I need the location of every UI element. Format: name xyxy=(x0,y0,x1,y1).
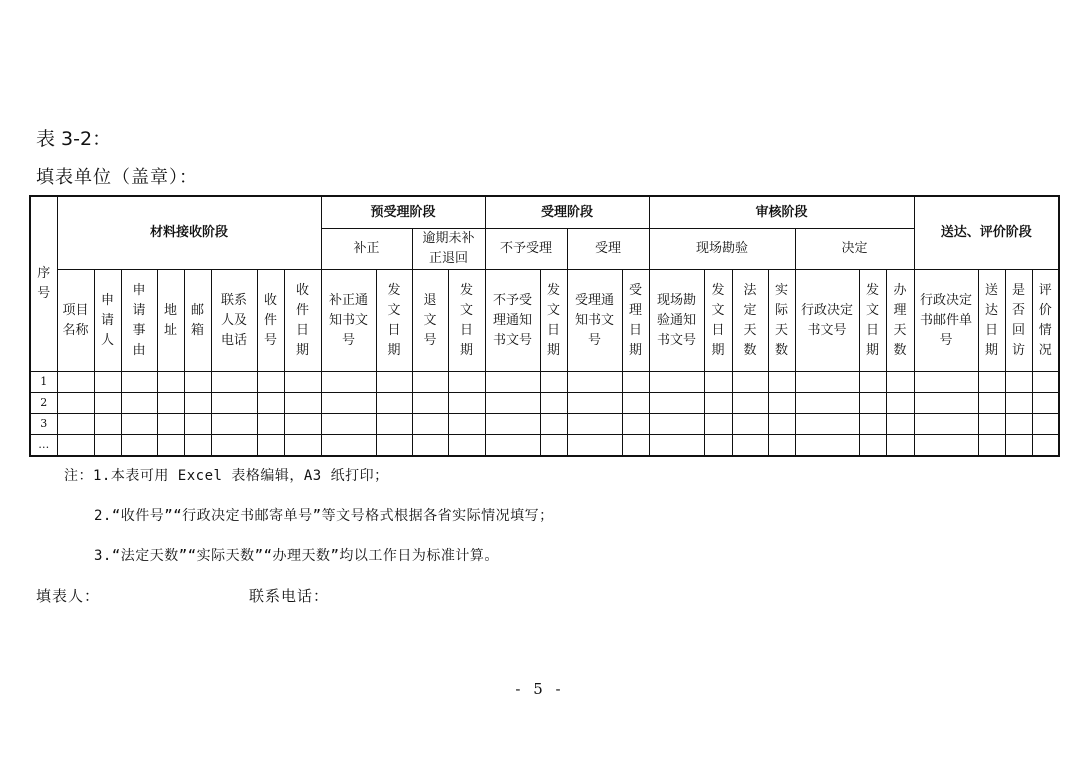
table-cell xyxy=(886,372,914,393)
row-number: 2 xyxy=(30,393,57,414)
table-cell xyxy=(121,435,157,457)
table-cell xyxy=(540,393,567,414)
row-number: 1 xyxy=(30,372,57,393)
table-cell xyxy=(649,414,704,435)
table-cell xyxy=(859,414,886,435)
table-cell xyxy=(184,435,211,457)
col-project-name: 项目名称 xyxy=(57,270,94,372)
table-cell xyxy=(57,393,94,414)
table-cell xyxy=(732,414,768,435)
table-cell xyxy=(978,435,1005,457)
table-cell xyxy=(732,372,768,393)
row-number: … xyxy=(30,435,57,457)
table-cell xyxy=(704,435,732,457)
col-return-doc-no: 退文号 xyxy=(412,270,448,372)
filler-label: 填表人： xyxy=(36,587,101,605)
table-cell xyxy=(768,372,795,393)
col-return-issue-date: 发文日期 xyxy=(448,270,485,372)
col-email: 邮箱 xyxy=(184,270,211,372)
seq-header: 序号 xyxy=(30,196,57,372)
table-cell xyxy=(284,393,321,414)
table-cell xyxy=(448,393,485,414)
table-cell xyxy=(649,393,704,414)
table-cell xyxy=(567,393,622,414)
col-correction-issue-date: 发文日期 xyxy=(376,270,412,372)
table-cell xyxy=(622,435,649,457)
row-number: 3 xyxy=(30,414,57,435)
stage-review: 审核阶段 xyxy=(649,196,914,229)
col-acceptance-date: 受理日期 xyxy=(622,270,649,372)
table-cell xyxy=(57,372,94,393)
table-cell xyxy=(914,393,978,414)
table-cell xyxy=(121,414,157,435)
table-cell xyxy=(412,435,448,457)
table-cell xyxy=(768,435,795,457)
table-cell xyxy=(768,393,795,414)
table-cell xyxy=(649,372,704,393)
table-cell xyxy=(157,435,184,457)
table-cell xyxy=(1032,414,1059,435)
table-cell xyxy=(1005,435,1032,457)
col-rejection-notice-no: 不予受理通知书文号 xyxy=(485,270,540,372)
table-cell xyxy=(321,435,376,457)
table-cell xyxy=(795,414,859,435)
table-cell xyxy=(157,414,184,435)
table-cell xyxy=(567,435,622,457)
table-cell xyxy=(376,372,412,393)
table-cell xyxy=(321,393,376,414)
table-cell xyxy=(622,372,649,393)
table-cell xyxy=(567,414,622,435)
substage-site-survey: 现场勘验 xyxy=(649,229,795,270)
table-cell xyxy=(704,414,732,435)
stage-acceptance: 受理阶段 xyxy=(485,196,649,229)
table-cell xyxy=(540,414,567,435)
substage-overdue-return: 逾期未补正退回 xyxy=(412,229,485,270)
table-title: 表 3-2： xyxy=(36,128,112,150)
table-cell xyxy=(321,372,376,393)
col-receipt-number: 收件号 xyxy=(257,270,284,372)
table-cell xyxy=(649,435,704,457)
stage-pre-acceptance: 预受理阶段 xyxy=(321,196,485,229)
table-cell xyxy=(448,372,485,393)
table-cell xyxy=(1032,393,1059,414)
table-cell xyxy=(859,435,886,457)
stage-delivery-evaluation: 送达、评价阶段 xyxy=(914,196,1059,270)
table-cell xyxy=(94,393,121,414)
table-cell xyxy=(567,372,622,393)
table-cell xyxy=(1032,435,1059,457)
note-line-1: 注：1.本表可用 Excel 表格编辑，A3 纸打印； xyxy=(64,468,389,484)
table-cell xyxy=(257,435,284,457)
table-cell xyxy=(412,393,448,414)
table-cell xyxy=(211,435,257,457)
table-cell xyxy=(485,435,540,457)
table-cell xyxy=(795,372,859,393)
col-survey-notice-no: 现场勘验通知书文号 xyxy=(649,270,704,372)
table-cell xyxy=(284,372,321,393)
col-application-reason: 申请事由 xyxy=(121,270,157,372)
stage-record-table xyxy=(29,195,1060,457)
table-cell xyxy=(157,393,184,414)
table-cell xyxy=(376,393,412,414)
table-cell xyxy=(704,393,732,414)
table-cell xyxy=(795,435,859,457)
table-row xyxy=(30,393,1059,414)
table-cell xyxy=(978,393,1005,414)
table-cell xyxy=(412,372,448,393)
page-number: - 5 - xyxy=(515,680,565,698)
table-cell xyxy=(94,372,121,393)
col-address: 地址 xyxy=(157,270,184,372)
table-cell xyxy=(978,372,1005,393)
table-cell xyxy=(211,393,257,414)
note-line-3: 3.“法定天数”“实际天数”“办理天数”均以工作日为标准计算。 xyxy=(94,548,499,564)
table-cell xyxy=(121,393,157,414)
table-cell xyxy=(540,372,567,393)
col-correction-notice-no: 补正通知书文号 xyxy=(321,270,376,372)
table-cell xyxy=(376,435,412,457)
table-cell xyxy=(376,414,412,435)
col-decision-issue-date: 发文日期 xyxy=(859,270,886,372)
col-decision-doc-no: 行政决定书文号 xyxy=(795,270,859,372)
col-receipt-date: 收件日期 xyxy=(284,270,321,372)
table-row xyxy=(30,435,1059,457)
table-cell xyxy=(321,414,376,435)
table-cell xyxy=(704,372,732,393)
table-cell xyxy=(94,435,121,457)
substage-not-accepted: 不予受理 xyxy=(485,229,567,270)
substage-accepted: 受理 xyxy=(567,229,649,270)
table-cell xyxy=(121,372,157,393)
table-row xyxy=(30,414,1059,435)
table-cell xyxy=(622,414,649,435)
table-cell xyxy=(485,372,540,393)
col-contact-phone: 联系人及电话 xyxy=(211,270,257,372)
table-cell xyxy=(1005,414,1032,435)
table-cell xyxy=(412,414,448,435)
substage-decision: 决定 xyxy=(795,229,914,270)
note-line-2: 2.“收件号”“行政决定书邮寄单号”等文号格式根据各省实际情况填写； xyxy=(94,508,554,524)
col-acceptance-notice-no: 受理通知书文号 xyxy=(567,270,622,372)
fill-unit-label: 填表单位（盖章）： xyxy=(36,167,198,188)
table-cell xyxy=(448,435,485,457)
table-cell xyxy=(1005,393,1032,414)
substage-correction: 补正 xyxy=(321,229,412,270)
table-cell xyxy=(1005,372,1032,393)
table-cell xyxy=(886,414,914,435)
table-cell xyxy=(184,414,211,435)
table-cell xyxy=(284,414,321,435)
table-cell xyxy=(485,393,540,414)
table-cell xyxy=(257,414,284,435)
table-cell xyxy=(859,372,886,393)
table-cell xyxy=(57,414,94,435)
table-cell xyxy=(448,414,485,435)
table-cell xyxy=(257,372,284,393)
table-row xyxy=(30,372,1059,393)
table-cell xyxy=(914,414,978,435)
table-cell xyxy=(859,393,886,414)
data-rows xyxy=(30,372,1059,457)
table-cell xyxy=(540,435,567,457)
table-cell xyxy=(94,414,121,435)
table-cell xyxy=(257,393,284,414)
table-cell xyxy=(284,435,321,457)
table-cell xyxy=(768,414,795,435)
col-applicant: 申请人 xyxy=(94,270,121,372)
table-cell xyxy=(184,372,211,393)
table-cell xyxy=(57,435,94,457)
table-cell xyxy=(795,393,859,414)
col-delivery-date: 送达日期 xyxy=(978,270,1005,372)
table-cell xyxy=(732,435,768,457)
table-cell xyxy=(485,414,540,435)
col-evaluation: 评价情况 xyxy=(1032,270,1059,372)
table-cell xyxy=(211,372,257,393)
table-cell xyxy=(886,393,914,414)
table-cell xyxy=(1032,372,1059,393)
col-follow-up-visit: 是否回访 xyxy=(1005,270,1032,372)
col-rejection-issue-date: 发文日期 xyxy=(540,270,567,372)
table-cell xyxy=(914,372,978,393)
table-cell xyxy=(211,414,257,435)
table-cell xyxy=(886,435,914,457)
table-cell xyxy=(732,393,768,414)
table-cell xyxy=(184,393,211,414)
col-survey-issue-date: 发文日期 xyxy=(704,270,732,372)
table-cell xyxy=(157,372,184,393)
phone-label: 联系电话： xyxy=(249,587,330,605)
table-cell xyxy=(914,435,978,457)
col-actual-days: 实际天数 xyxy=(768,270,795,372)
col-statutory-days: 法定天数 xyxy=(732,270,768,372)
table-cell xyxy=(622,393,649,414)
col-decision-mail-no: 行政决定书邮件单号 xyxy=(914,270,978,372)
col-processing-days: 办理天数 xyxy=(886,270,914,372)
stage-material-receipt: 材料接收阶段 xyxy=(57,196,321,270)
table-cell xyxy=(978,414,1005,435)
